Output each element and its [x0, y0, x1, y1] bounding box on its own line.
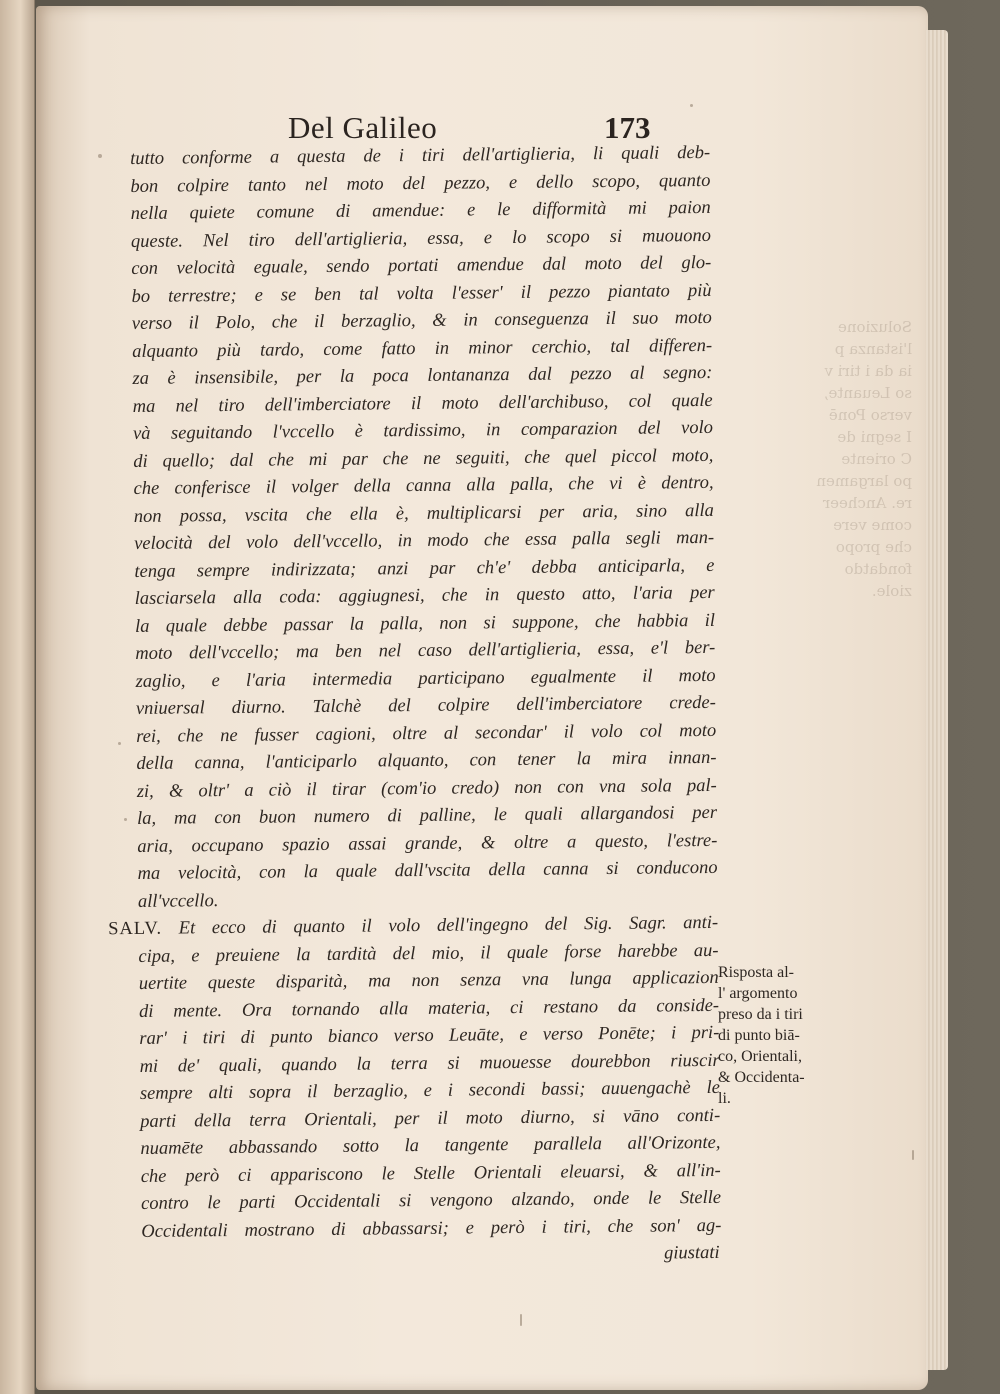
marginal-line: preso da i tiri: [718, 1006, 803, 1023]
text-line: verso il Polo, che il berzaglio, & in conseguenza il suo moto: [131, 307, 712, 334]
text-line: contro le parti Occidentali si vengono alzando, onde le Stelle: [140, 1187, 722, 1214]
paper-speck: [912, 1150, 914, 1160]
marginal-line: co, Orientali,: [718, 1048, 802, 1065]
text-line: và seguitando l'vccello è tardissimo, in comparazion del volo: [132, 417, 714, 444]
text-line: nella quiete comune di amendue: e le difformità mi paion: [130, 197, 711, 224]
bleed-line: l'istanza p: [834, 340, 912, 358]
text-line: parti della terra Orientali, per il moto diurno, si vāno conti-: [140, 1105, 721, 1132]
text-line: rar' i tiri di punto bianco verso Leuāte, e verso Ponēte; i pri-: [139, 1022, 720, 1049]
page-number: 173: [604, 110, 651, 145]
text-line: cipa, e preuiene la tardità del mio, il quale forse harebbe au-: [138, 940, 719, 967]
speaker-salviati: SALV.: [108, 918, 163, 940]
text-line: lasciarsela alla coda: aggiugnesi, che in questo atto, l'aria per: [134, 582, 715, 609]
marginal-line: l' argomento: [718, 985, 798, 1002]
text-line: tenga sempre indirizzata; anzi par ch'e' debba anticiparla, e: [134, 555, 715, 582]
paper-speck: [124, 818, 127, 821]
text-line: mi de' quali, quando la terra si muouesse dourebbon riuscir: [139, 1050, 720, 1077]
text-line: zi, & oltr' a ciò il tirar (com'io credo) non con vna sola pal-: [136, 775, 717, 802]
text-line: queste. Nel tiro dell'artiglieria, essa, e lo scopo si muouono: [130, 225, 712, 252]
text-line: ma velocità, con la quale dall'vscita della canna si conducono: [137, 857, 718, 884]
text-line: con velocità eguale, sendo portati amendue dal moto del glo-: [131, 252, 712, 279]
text-line: aria, occupano spazio assai grande, & oltre a questo, l'estre-: [137, 830, 718, 857]
text-line: che conferisce il volger della canna alla palla, che vi è dentro,: [133, 472, 714, 499]
bleed-line: I segni de: [837, 428, 912, 446]
bleed-line: che propo: [835, 538, 912, 556]
bleed-line: fondatdo: [844, 560, 912, 578]
bleed-line: verso Ponē: [828, 406, 912, 424]
running-head: Del Galileo: [288, 110, 438, 145]
text-line: bon colpire tanto nel moto del pezzo, e dello scopo, quanto: [130, 170, 711, 197]
paper-speck: [520, 1314, 522, 1326]
text-line: che però ci appariscono le Stelle Orientali eleuarsi, & all'in-: [140, 1160, 721, 1187]
text-line: di mente. Ora tornando alla materia, ci restano da conside-: [138, 995, 720, 1022]
bleed-line: re. Ancheer: [822, 494, 912, 512]
paper-speck: [98, 154, 102, 158]
text-line: della canna, l'anticiparlo alquanto, con tener la mira innan-: [136, 747, 717, 774]
text-line: vniuersal diurno. Talchè del colpire dell'imberciatore crede-: [135, 692, 716, 719]
bleed-line: come vere: [833, 516, 912, 534]
text-line: sempre alti sopra il berzaglio, e i secondi bassi; auuengachè le: [139, 1077, 721, 1104]
text-line: ma nel tiro dell'imberciatore il moto dell'archibuso, col quale: [132, 390, 713, 417]
text-line: Occidentali mostrano di abbassarsi; e però i tiri, che son' ag-: [141, 1215, 722, 1242]
text-line: la, ma con buon numero di palline, le quali allargandosi per: [136, 802, 718, 829]
marginal-line: & Occidenta-: [718, 1069, 805, 1086]
text-line: moto dell'vccello; ma ben nel caso dell'artiglieria, essa, e'l ber-: [135, 637, 716, 664]
bleed-line: ziole.: [871, 582, 912, 600]
text-line: tutto conforme a questa de i tiri dell'artiglieria, li quali deb-: [130, 142, 711, 169]
marginal-line: di punto biā-: [718, 1027, 800, 1044]
bleed-line: C oriente: [841, 450, 912, 468]
text-line: zaglio, e l'aria intermedia participano egualmente il moto: [135, 665, 716, 692]
bleed-line: po largamen: [816, 472, 912, 490]
text-line: nuamēte abbassando sotto la tangente parallela all'Orizonte,: [140, 1132, 721, 1159]
text-line: za è insensibile, per la poca lontananza dal pezzo al segno:: [132, 362, 713, 389]
marginal-line: li.: [718, 1090, 731, 1107]
bleed-line: so Leuante,: [823, 384, 912, 402]
text-line: non possa, vscita che ella è, multiplicarsi per aria, sino alla: [133, 500, 714, 527]
text-line: la quale debbe passar la palla, non si suppone, che habbia il: [134, 610, 716, 637]
page-block-edges: [926, 30, 948, 1370]
text-line: alquanto più tardo, come fatto in minor cerchio, tal differen-: [132, 335, 713, 362]
marginal-line: Risposta al-: [718, 964, 794, 981]
left-page-edge: [0, 0, 35, 1394]
bleed-line: Soluzione: [837, 318, 912, 336]
paper-speck: [118, 742, 121, 745]
text-line: Et ecco di quanto il volo dell'ingegno del Sig. Sagr. anti-: [178, 912, 719, 939]
paper-speck: [690, 104, 693, 107]
text-line: di quello; dal che mi par che ne seguiti, che quel piccol moto,: [133, 445, 714, 472]
bleed-line: ia da i tiri v: [824, 362, 912, 380]
bleed-through-text: [742, 316, 912, 600]
text-line: all'vccello.: [137, 890, 219, 912]
marginal-note: [718, 962, 838, 1109]
text-line: uertite queste disparità, ma non senza vna lunga applicazion: [138, 967, 719, 994]
text-line: rei, che ne fusser cagioni, oltre al secondar' il volo col moto: [136, 720, 717, 747]
main-text-block: [108, 140, 722, 1274]
text-line: bo terrestre; e se ben tal volta l'esser' il pezzo piantato più: [131, 280, 712, 307]
catchword: giustati: [664, 1242, 720, 1264]
text-line: velocità del volo dell'vccello, in modo che essa palla segli man-: [134, 527, 715, 554]
